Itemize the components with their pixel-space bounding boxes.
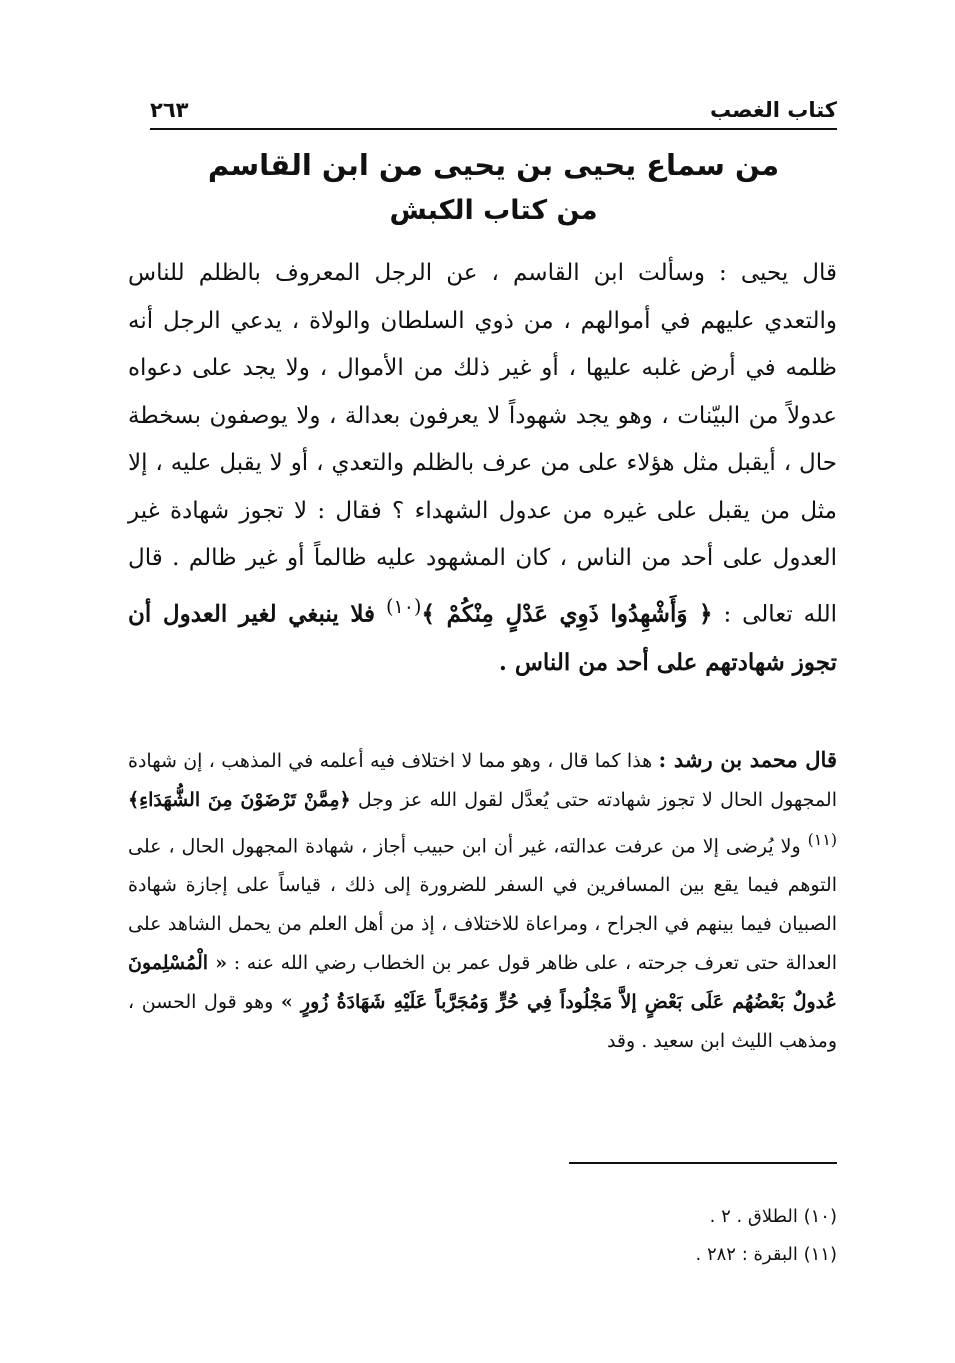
question-paragraph [128, 250, 837, 687]
commentary-speaker: قال محمد بن رشد : [658, 747, 837, 772]
section-heading [150, 142, 837, 234]
commentary-text-part1: هذا كما قال ، وهو مما لا اختلاف فيه أعلمه في المذهب ، إن شهادة المجهول الحال لا تجوز شهادته حتى يُعدَّل لقول الله عز وجل [128, 750, 837, 811]
commentary-hadith-quote: « الْمُسْلِمونَ عُدولٌ بَعْضُهُم عَلَى بَعْضٍ إلاَّ مَجْلُوداً فِي حُرٍّ وَمُجَرَّباً عَلَيْهِ شَهَادَةُ زُورٍ » [128, 952, 837, 1014]
running-header [150, 86, 837, 130]
section-title-line1: من سماع يحيى بن يحيى من ابن القاسم [207, 148, 780, 182]
page-number: ٢٦٣ [150, 98, 189, 122]
section-title-line2: من كتاب الكبش [389, 195, 598, 226]
commentary-quran-verse: ﴿مِمَّنْ تَرْضَوْنَ مِنَ الشُّهَدَاءِ﴾ [128, 789, 351, 811]
footnote-11: (١١) البقرة : ٢٨٢ . [695, 1244, 837, 1265]
commentary-text-part3: وهو قول الحسن ، ومذهب الليث ابن سعيد . وقد [128, 991, 837, 1053]
commentary-paragraph [128, 740, 837, 1061]
footnote-divider [569, 1162, 837, 1164]
question-text-after-verse: فلا ينبغي لغير العدول أن تجوز شهادتهم على أحد من الناس . [128, 600, 837, 676]
chapter-title: كتاب الغصب [710, 98, 837, 122]
footnotes [400, 1198, 837, 1274]
question-text: قال يحيى : وسألت ابن القاسم ، عن الرجل المعروف بالظلم للناس والتعدي عليهم في أموالهم ، من ذوي السلطان والولاة ، يدعي الرجل أنه ظلمه في أرض غلبه عليها ، أو غير ذلك من الأموال ، ولا يجد على دعواه عدولاً من البيّنات ، وهو يجد شهوداً لا يعرفون بعدالة ، ولا يوصفون بسخطة حال ، أيقبل مثل هؤلاء على من عرف بالظلم والتعدي ، أو لا يقبل عليه ، إلا مثل من يقبل على غيره من عدول الشهداء ؟ فقال : لا تجوز شهادة غير العدول على أحد من الناس ، كان المشهود عليه ظالماً أو غير ظالم . قال الله تعالى : [128, 260, 838, 628]
commentary-text-part2: ولا يُرضى إلا من عرفت عدالته، غير أن ابن حبيب أجاز ، شهادة المجهول الحال ، على التوهم فيما يقع بين المسافرين في السفر للضرورة إلى ذلك ، قياساً على إجازة شهادة الصبيان فيما بينهم في الجراح ، ومراعاة للاختلاف ، إذ من أهل العلم من يحمل الشاهد على العدالة حتى تعرف جرحته ، على ظاهر قول عمر بن الخطاب رضي الله عنه : [128, 835, 837, 975]
footnote-10: (١٠) الطلاق . ٢ . [709, 1206, 837, 1227]
footnote-ref-11: (١١) [807, 830, 837, 849]
quran-verse: ﴿ وَأَشْهِدُوا ذَوِي عَدْلٍ مِنْكُمْ ﴾ [421, 600, 713, 628]
footnote-ref-10: (١٠) [385, 594, 422, 618]
